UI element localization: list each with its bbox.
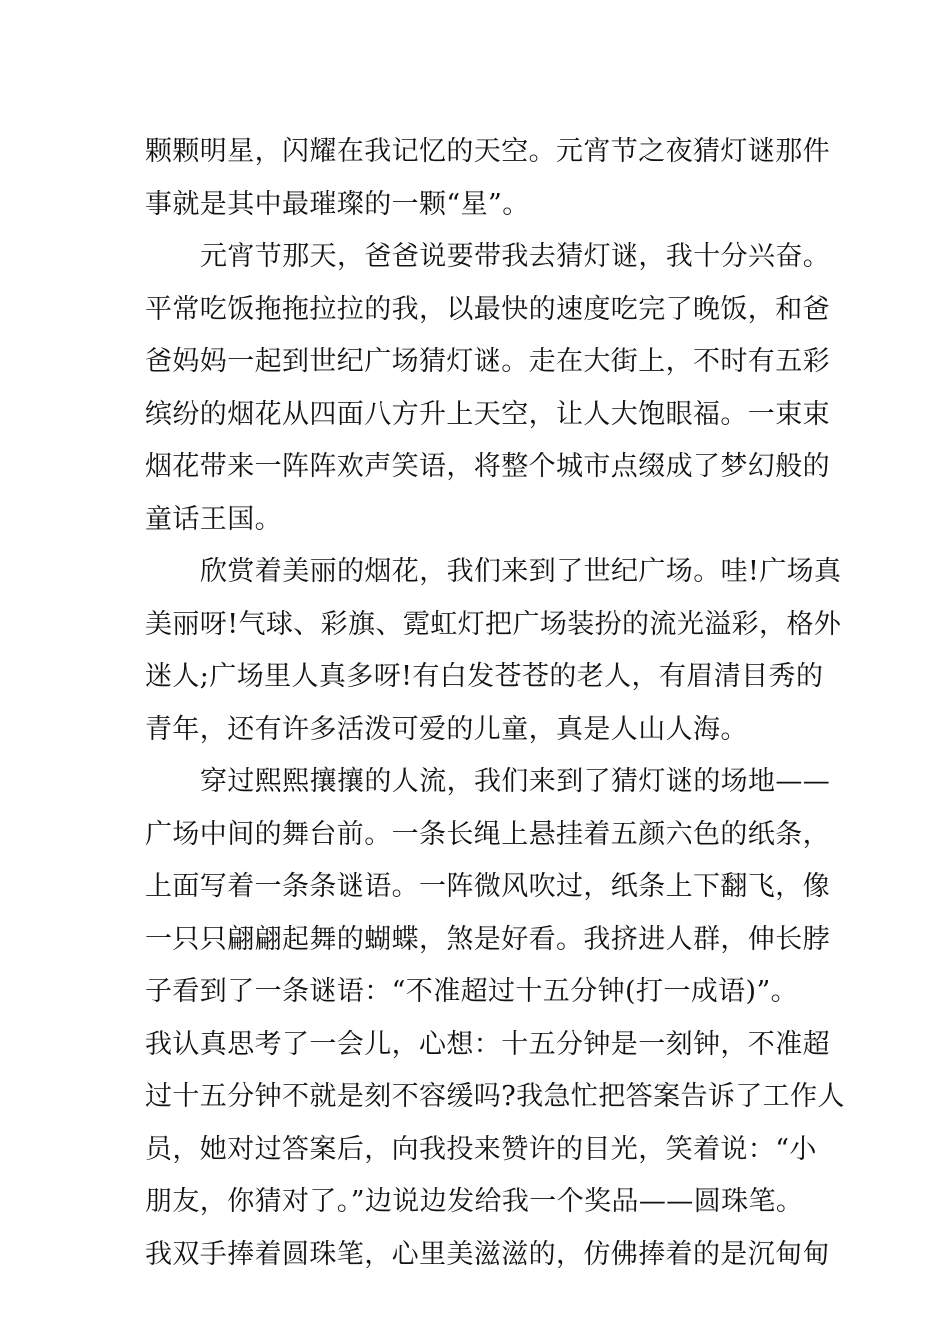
text-line: 迷人;广场里人真多呀!有白发苍苍的老人，有眉清目秀的 bbox=[145, 661, 824, 692]
text-line: 烟花带来一阵阵欢声笑语，将整个城市点缀成了梦幻般的 bbox=[145, 451, 830, 482]
text-line: 子看到了一条谜语：“不准超过十五分钟(打一成语)”。 bbox=[145, 976, 799, 1007]
text-line: 员，她对过答案后，向我投来赞许的目光，笑着说：“小 bbox=[145, 1133, 817, 1165]
text-line: 童话王国。 bbox=[145, 503, 282, 535]
text-line: 元宵节那天，爸爸说要带我去猜灯谜，我十分兴奋。 bbox=[200, 241, 831, 272]
text-line: 平常吃饭拖拖拉拉的我，以最快的速度吃完了晚饭，和爸 bbox=[145, 293, 830, 325]
body-text bbox=[145, 126, 845, 1281]
text-line: 事就是其中最璀璨的一颗“星”。 bbox=[145, 188, 530, 220]
text-line: 我认真思考了一会儿，心想：十五分钟是一刻钟，不准超 bbox=[145, 1028, 830, 1060]
text-line: 穿过熙熙攘攘的人流，我们来到了猜灯谜的场地—— bbox=[200, 766, 831, 797]
text-line: 广场中间的舞台前。一条长绳上悬挂着五颜六色的纸条， bbox=[145, 818, 830, 850]
text-line: 过十五分钟不就是刻不容缓吗?我急忙把答案告诉了工作人 bbox=[145, 1081, 845, 1112]
text-line: 一只只翩翩起舞的蝴蝶，煞是好看。我挤进人群，伸长脖 bbox=[145, 923, 830, 955]
text-line: 我双手捧着圆珠笔，心里美滋滋的，仿佛捧着的是沉甸甸 bbox=[145, 1238, 830, 1270]
text-line: 上面写着一条条谜语。一阵微风吹过，纸条上下翻飞，像 bbox=[145, 871, 830, 902]
text-line: 爸妈妈一起到世纪广场猜灯谜。走在大街上，不时有五彩 bbox=[145, 346, 830, 377]
text-line: 缤纷的烟花从四面八方升上天空，让人大饱眼福。一束束 bbox=[145, 398, 830, 430]
text-line: 颗颗明星，闪耀在我记忆的天空。元宵节之夜猜灯谜那件 bbox=[145, 136, 830, 167]
text-line: 美丽呀!气球、彩旗、霓虹灯把广场装扮的流光溢彩，格外 bbox=[145, 608, 842, 640]
text-line: 欣赏着美丽的烟花，我们来到了世纪广场。哇!广场真 bbox=[200, 556, 842, 587]
text-line: 青年，还有许多活泼可爱的儿童，真是人山人海。 bbox=[145, 713, 748, 745]
text-line: 朋友，你猜对了。”边说边发给我一个奖品——圆珠笔。 bbox=[145, 1186, 804, 1217]
